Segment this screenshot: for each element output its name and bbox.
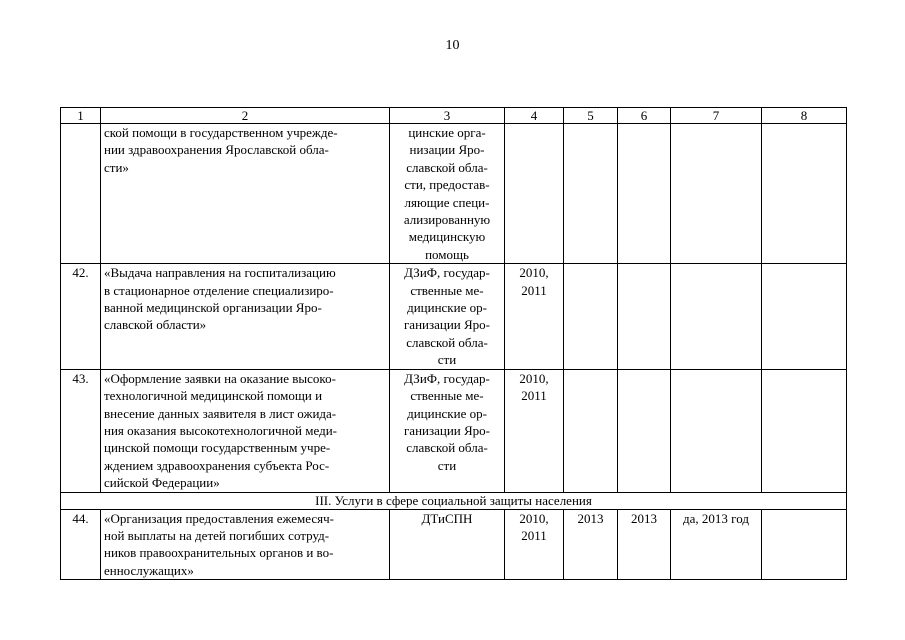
header-col-7: 7 xyxy=(671,108,762,124)
executor-line: ДЗиФ, государ- xyxy=(404,370,490,386)
col-5-cell xyxy=(564,369,618,492)
executor-line: ганизации Яро- xyxy=(403,317,491,333)
executor-line: сти xyxy=(437,457,457,473)
service-name-line: ской помощи в государственном учрежде- xyxy=(104,125,338,140)
service-name xyxy=(101,509,390,580)
col-4-cell xyxy=(505,264,564,369)
executor-line: дицинские ор- xyxy=(407,405,487,421)
executor-line: ляющие специ- xyxy=(404,194,490,210)
service-name-line: славской области» xyxy=(104,317,207,333)
executor xyxy=(390,369,505,492)
executor xyxy=(390,124,505,264)
service-name-line: ванной медицинской организации Яро- xyxy=(104,300,322,316)
page-number: 10 xyxy=(445,38,460,53)
executor-line: сти, предостав- xyxy=(404,177,490,193)
col-7-cell xyxy=(671,264,762,369)
header-col-8: 8 xyxy=(762,108,847,124)
row-number: 43. xyxy=(61,369,101,492)
executor-line: ственные ме- xyxy=(410,388,484,404)
executor-line: сти xyxy=(437,352,457,368)
executor-line: ализированную xyxy=(403,212,491,228)
col-7-cell xyxy=(671,369,762,492)
table-row xyxy=(61,264,847,369)
service-name-line: еннослужащих» xyxy=(104,562,194,578)
services-table xyxy=(60,107,847,580)
table-row xyxy=(61,509,847,580)
service-name-line: цинской помощи государственным учре- xyxy=(104,440,331,456)
header-col-5: 5 xyxy=(564,108,618,124)
service-name-line: технологичной медицинской помощи и xyxy=(104,388,323,404)
executor xyxy=(390,264,505,369)
row-number: 42. xyxy=(61,264,101,369)
year-line: 2010, xyxy=(519,265,549,281)
executor-line: ганизации Яро- xyxy=(403,422,491,438)
service-name-line: «Организация предоставления ежемесяч- xyxy=(104,510,334,526)
col-7-cell xyxy=(671,124,762,264)
col-6-cell xyxy=(618,369,671,492)
executor-line: помощь xyxy=(425,246,469,262)
table-row xyxy=(61,369,847,492)
service-name xyxy=(101,124,390,264)
col-6-cell xyxy=(618,124,671,264)
service-name-line: ния оказания высокотехнологичной меди- xyxy=(104,422,337,438)
table-row xyxy=(61,124,847,264)
header-col-2: 2 xyxy=(101,108,390,124)
service-name-line: ников правоохранительных органов и во- xyxy=(104,545,334,561)
col-8-cell xyxy=(762,509,847,580)
col-4-cell xyxy=(505,124,564,264)
col-4-cell xyxy=(505,509,564,580)
service-name-line: «Выдача направления на госпитализацию xyxy=(104,265,336,281)
executor-line: славской обла- xyxy=(406,159,488,175)
service-name xyxy=(101,369,390,492)
col-8-cell xyxy=(762,264,847,369)
service-name-line: ной выплаты на детей погибших сотруд- xyxy=(104,527,330,543)
executor-line: ДТиСПН xyxy=(421,510,473,526)
col-5-cell xyxy=(564,264,618,369)
executor-line: ДЗиФ, государ- xyxy=(404,265,490,281)
year-line: 2010, xyxy=(519,370,549,386)
col-6-cell xyxy=(618,264,671,369)
header-col-3: 3 xyxy=(390,108,505,124)
row-number: 44. xyxy=(61,509,101,580)
year-line: 2010, xyxy=(519,510,549,526)
col-8-cell xyxy=(762,124,847,264)
header-col-1: 1 xyxy=(61,108,101,124)
header-row xyxy=(61,108,847,124)
year-line: 2011 xyxy=(521,527,547,543)
section-row xyxy=(61,492,847,509)
section-heading: III. Услуги в сфере социальной защиты населения xyxy=(61,492,847,509)
executor-line: дицинские ор- xyxy=(407,300,487,316)
year-line: 2011 xyxy=(521,388,547,404)
col-8-cell xyxy=(762,369,847,492)
service-name-line: в стационарное отделение специализиро- xyxy=(104,282,334,298)
executor-line: низации Яро- xyxy=(409,142,485,158)
col-4-cell xyxy=(505,369,564,492)
service-name-line: внесение данных заявителя в лист ожида- xyxy=(104,405,337,421)
service-name-line: «Оформление заявки на оказание высоко- xyxy=(104,370,336,386)
service-name-line: сийской Федерации» xyxy=(104,475,220,491)
year-line: 2011 xyxy=(521,282,547,298)
executor-line: славской обла- xyxy=(406,334,488,350)
header-col-6: 6 xyxy=(618,108,671,124)
service-name-line: нии здравоохранения Ярославской обла- xyxy=(104,142,329,158)
service-name-line: ждением здравоохранения субъекта Рос- xyxy=(104,457,330,473)
service-name xyxy=(101,264,390,369)
col-6-cell: 2013 xyxy=(618,509,671,580)
executor-line: медицинскую xyxy=(408,229,486,245)
col-5-cell: 2013 xyxy=(564,509,618,580)
service-name-line: сти» xyxy=(104,159,129,175)
executor-line: славской обла- xyxy=(406,440,488,456)
row-number xyxy=(61,124,101,264)
header-col-4: 4 xyxy=(505,108,564,124)
col-5-cell xyxy=(564,124,618,264)
executor xyxy=(390,509,505,580)
col-7-cell: да, 2013 год xyxy=(671,509,762,580)
executor-line: цинские орга- xyxy=(408,125,486,140)
executor-line: ственные ме- xyxy=(410,282,484,298)
